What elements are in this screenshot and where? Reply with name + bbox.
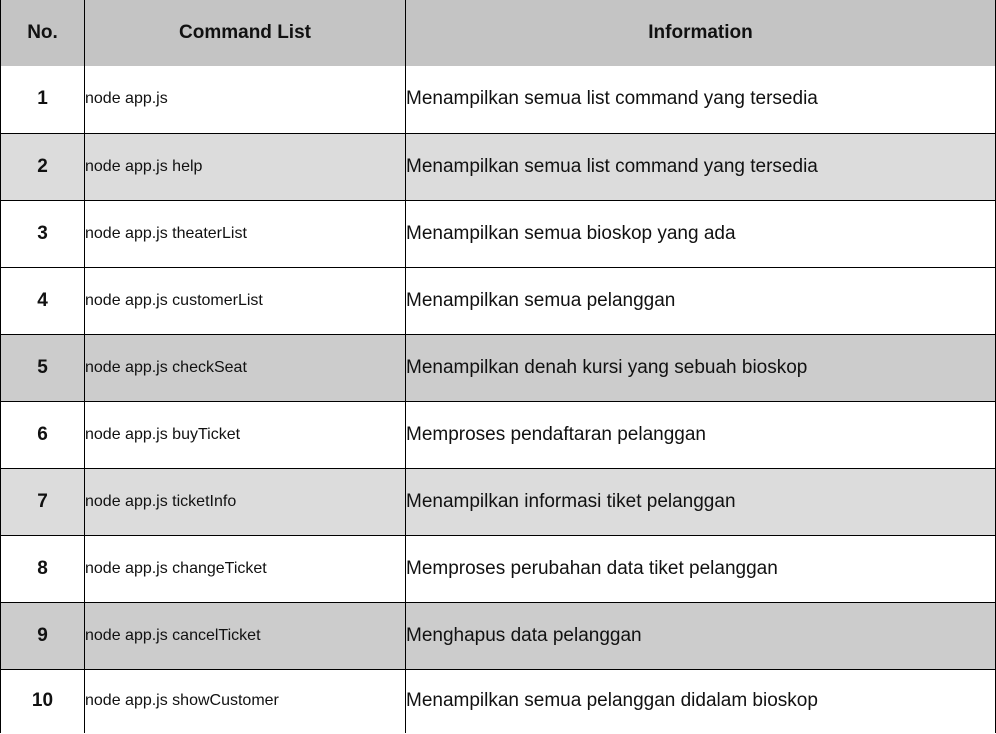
table-row bbox=[1, 535, 996, 602]
header-row bbox=[1, 0, 996, 66]
row-number: 1 bbox=[1, 66, 85, 133]
row-number: 2 bbox=[1, 133, 85, 200]
table-row bbox=[1, 66, 996, 133]
row-information: Memproses pendaftaran pelanggan bbox=[406, 401, 996, 468]
row-number: 9 bbox=[1, 602, 85, 669]
row-information: Menampilkan denah kursi yang sebuah bioskop bbox=[406, 334, 996, 401]
table-row bbox=[1, 133, 996, 200]
row-command: node app.js buyTicket bbox=[85, 401, 406, 468]
row-number: 10 bbox=[1, 669, 85, 733]
header-information: Information bbox=[406, 0, 996, 66]
row-information: Menghapus data pelanggan bbox=[406, 602, 996, 669]
row-command: node app.js customerList bbox=[85, 267, 406, 334]
row-command: node app.js showCustomer bbox=[85, 669, 406, 733]
row-command: node app.js theaterList bbox=[85, 200, 406, 267]
row-command: node app.js bbox=[85, 66, 406, 133]
row-command: node app.js ticketInfo bbox=[85, 468, 406, 535]
row-number: 5 bbox=[1, 334, 85, 401]
row-command: node app.js checkSeat bbox=[85, 334, 406, 401]
row-number: 3 bbox=[1, 200, 85, 267]
header-command-list: Command List bbox=[85, 0, 406, 66]
table-row bbox=[1, 468, 996, 535]
table-row bbox=[1, 401, 996, 468]
row-command: node app.js cancelTicket bbox=[85, 602, 406, 669]
table-row bbox=[1, 334, 996, 401]
row-information: Menampilkan semua pelanggan bbox=[406, 267, 996, 334]
table-row bbox=[1, 200, 996, 267]
table-row bbox=[1, 602, 996, 669]
row-number: 6 bbox=[1, 401, 85, 468]
row-information: Menampilkan informasi tiket pelanggan bbox=[406, 468, 996, 535]
row-information: Menampilkan semua bioskop yang ada bbox=[406, 200, 996, 267]
row-number: 4 bbox=[1, 267, 85, 334]
row-information: Memproses perubahan data tiket pelanggan bbox=[406, 535, 996, 602]
row-information: Menampilkan semua pelanggan didalam bioskop bbox=[406, 669, 996, 733]
row-information: Menampilkan semua list command yang tersedia bbox=[406, 133, 996, 200]
row-information: Menampilkan semua list command yang tersedia bbox=[406, 66, 996, 133]
row-command: node app.js changeTicket bbox=[85, 535, 406, 602]
row-command: node app.js help bbox=[85, 133, 406, 200]
row-number: 7 bbox=[1, 468, 85, 535]
row-number: 8 bbox=[1, 535, 85, 602]
table-row bbox=[1, 669, 996, 733]
header-no: No. bbox=[1, 0, 85, 66]
table-row bbox=[1, 267, 996, 334]
